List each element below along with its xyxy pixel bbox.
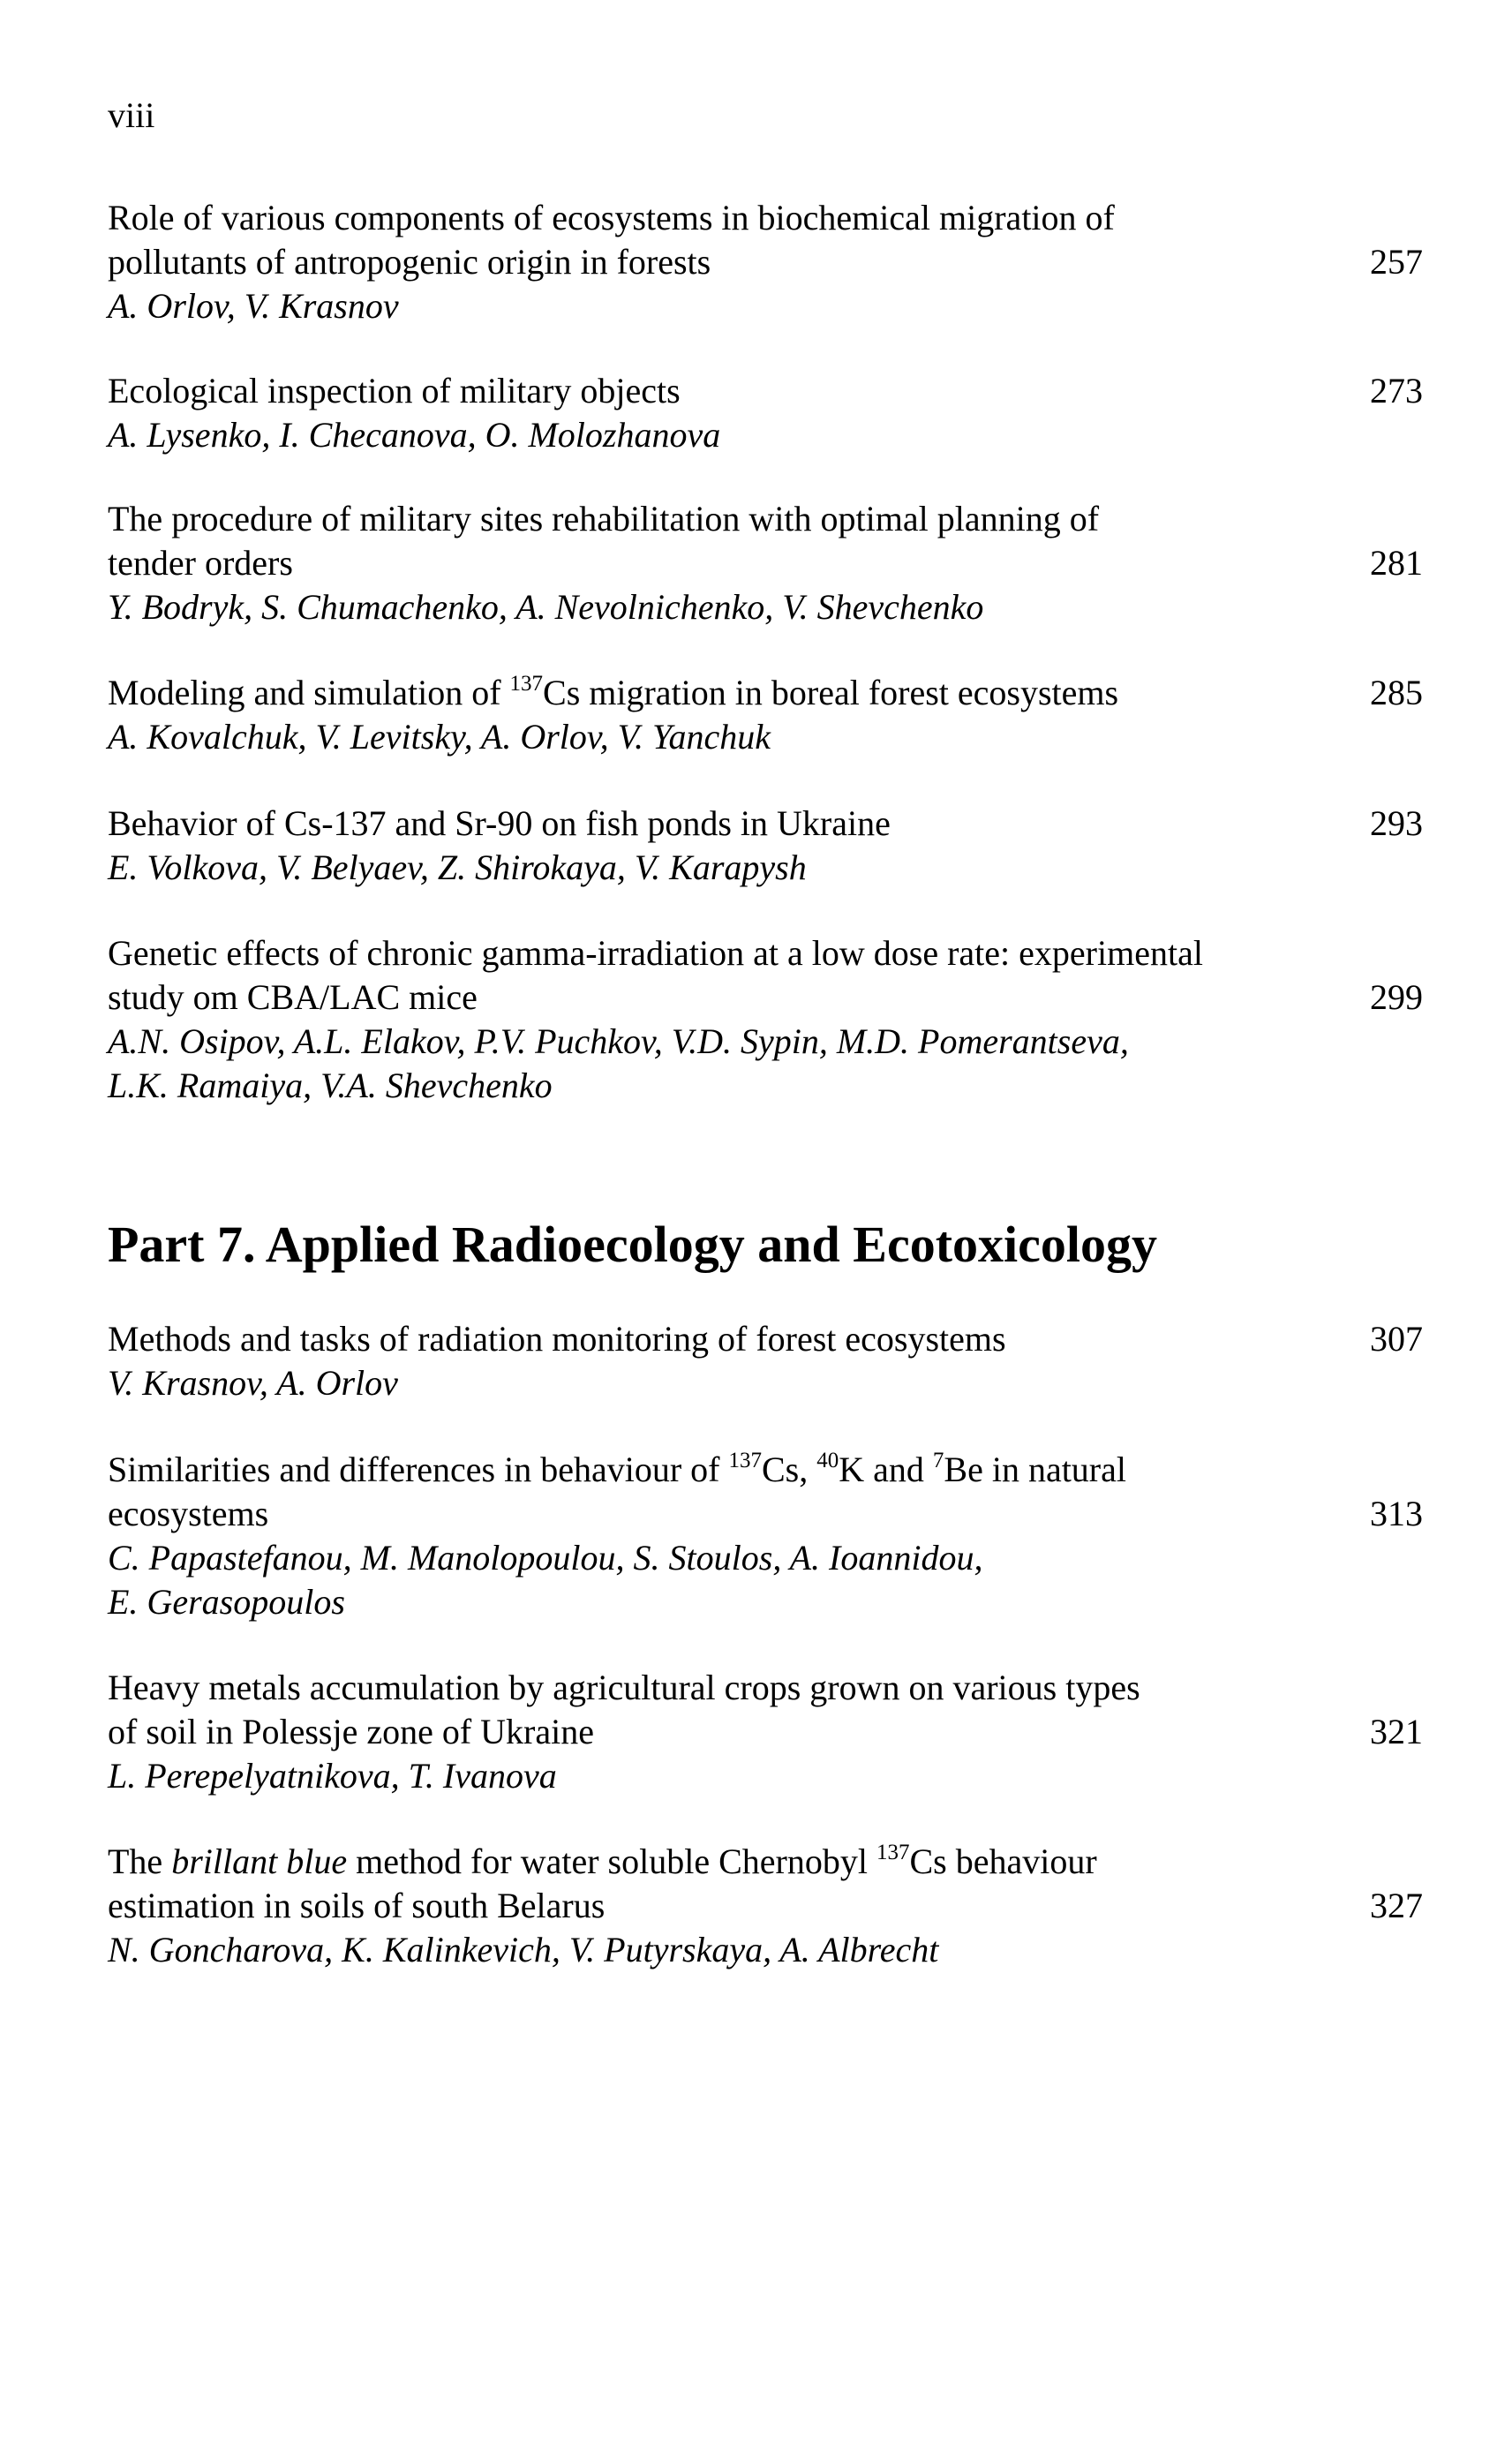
toc-entry bbox=[108, 1666, 1423, 1798]
entry-title-line bbox=[108, 1317, 1423, 1361]
entry-authors: L.K. Ramaiya, V.A. Shevchenko bbox=[108, 1066, 553, 1105]
entry-title-segment: Be in natural bbox=[944, 1450, 1126, 1489]
entry-title-line bbox=[108, 1840, 1423, 1884]
entry-title-line bbox=[108, 802, 1423, 846]
entry-title-line bbox=[108, 541, 1423, 585]
isotope-superscript: 137 bbox=[509, 671, 544, 696]
entry-title-text: ecosystems bbox=[108, 1494, 269, 1533]
entry-title-text: pollutants of antropogenic origin in forests bbox=[108, 242, 711, 282]
entry-authors: E. Gerasopoulos bbox=[108, 1582, 345, 1622]
entry-authors: A. Orlov, V. Krasnov bbox=[108, 286, 399, 326]
toc-entry bbox=[108, 497, 1423, 629]
entry-title-line bbox=[108, 240, 1423, 284]
entry-title-text: Ecological inspection of military objects bbox=[108, 371, 681, 410]
entry-page-number: 281 bbox=[1370, 543, 1423, 583]
entry-authors: A.N. Osipov, A.L. Elakov, P.V. Puchkov, V.D. Sypin, M.D. Pomerantseva, bbox=[108, 1021, 1129, 1061]
entry-title-post: Cs migration in boreal forest ecosystems bbox=[543, 673, 1119, 712]
entry-title-text: tender orders bbox=[108, 543, 293, 583]
entry-title-line: Role of various components of ecosystems in biochemical migration of bbox=[108, 198, 1115, 237]
entry-page-number: 257 bbox=[1370, 242, 1423, 282]
entry-authors: A. Lysenko, I. Checanova, O. Molozhanova bbox=[108, 415, 721, 455]
entry-title-segment: The bbox=[108, 1841, 172, 1881]
toc-entry bbox=[108, 1840, 1423, 1972]
entry-title-text: estimation in soils of south Belarus bbox=[108, 1886, 606, 1925]
entry-page-number: 273 bbox=[1370, 371, 1423, 410]
entry-title-line: The procedure of military sites rehabilitation with optimal planning of bbox=[108, 499, 1100, 538]
isotope-superscript: 137 bbox=[728, 1448, 762, 1472]
entry-title-line bbox=[108, 1884, 1423, 1928]
entry-page-number: 307 bbox=[1370, 1319, 1423, 1359]
entry-title-line bbox=[108, 671, 1423, 715]
entry-title-line: Heavy metals accumulation by agricultural crops grown on various types bbox=[108, 1668, 1140, 1707]
entry-page-number: 285 bbox=[1370, 673, 1423, 712]
entry-page-number: 327 bbox=[1370, 1886, 1423, 1925]
entry-title-text: Behavior of Cs-137 and Sr-90 on fish ponds in Ukraine bbox=[108, 803, 891, 843]
entry-authors: C. Papastefanou, M. Manolopoulou, S. Stoulos, A. Ioannidou, bbox=[108, 1538, 983, 1578]
toc-entry bbox=[108, 369, 1423, 457]
entry-page-number: 293 bbox=[1370, 803, 1423, 843]
entry-page-number: 321 bbox=[1370, 1712, 1423, 1751]
isotope-superscript: 40 bbox=[816, 1448, 839, 1472]
entry-title-line bbox=[108, 975, 1423, 1020]
entry-title-italic: brillant blue bbox=[171, 1841, 348, 1881]
toc-entry bbox=[108, 1317, 1423, 1405]
entry-authors: N. Goncharova, K. Kalinkevich, V. Putyrskaya, A. Albrecht bbox=[108, 1930, 939, 1969]
entry-title-segment: Similarities and differences in behaviour of bbox=[108, 1450, 729, 1489]
entry-page-number: 299 bbox=[1370, 977, 1423, 1017]
part-heading: Part 7. Applied Radioecology and Ecotoxicology bbox=[108, 1216, 1157, 1273]
entry-title-line bbox=[108, 369, 1423, 413]
entry-title-segment: Cs behaviour bbox=[909, 1841, 1097, 1881]
toc-entry bbox=[108, 802, 1423, 890]
entry-authors: L. Perepelyatnikova, T. Ivanova bbox=[108, 1756, 557, 1796]
entry-title-text: study om CBA/LAC mice bbox=[108, 977, 478, 1017]
entry-authors: V. Krasnov, A. Orlov bbox=[108, 1363, 398, 1403]
entry-page-number: 313 bbox=[1370, 1494, 1423, 1533]
entry-authors: A. Kovalchuk, V. Levitsky, A. Orlov, V. Yanchuk bbox=[108, 717, 771, 757]
isotope-superscript: 137 bbox=[876, 1840, 910, 1864]
entry-authors: Y. Bodryk, S. Chumachenko, A. Nevolnichenko, V. Shevchenko bbox=[108, 587, 984, 627]
entry-title-segment: method for water soluble Chernobyl bbox=[347, 1841, 876, 1881]
toc-entry bbox=[108, 671, 1423, 759]
toc-entry bbox=[108, 931, 1423, 1108]
entry-title-segment: Cs, bbox=[762, 1450, 817, 1489]
toc-entry bbox=[108, 1448, 1423, 1624]
entry-title-line bbox=[108, 1492, 1423, 1536]
entry-title-pre: Modeling and simulation of bbox=[108, 673, 510, 712]
entry-title-line: Genetic effects of chronic gamma-irradiation at a low dose rate: experimental bbox=[108, 933, 1203, 973]
entry-authors: E. Volkova, V. Belyaev, Z. Shirokaya, V. Karapysh bbox=[108, 847, 807, 887]
entry-title-segment: K and bbox=[839, 1450, 933, 1489]
toc-entry bbox=[108, 196, 1423, 328]
entry-title-text: Methods and tasks of radiation monitoring of forest ecosystems bbox=[108, 1319, 1006, 1359]
entry-title-line bbox=[108, 1448, 1423, 1492]
entry-title-line bbox=[108, 1710, 1423, 1754]
page-folio: viii bbox=[108, 95, 155, 135]
entry-title-text: of soil in Polessje zone of Ukraine bbox=[108, 1712, 594, 1751]
isotope-superscript: 7 bbox=[932, 1448, 944, 1472]
